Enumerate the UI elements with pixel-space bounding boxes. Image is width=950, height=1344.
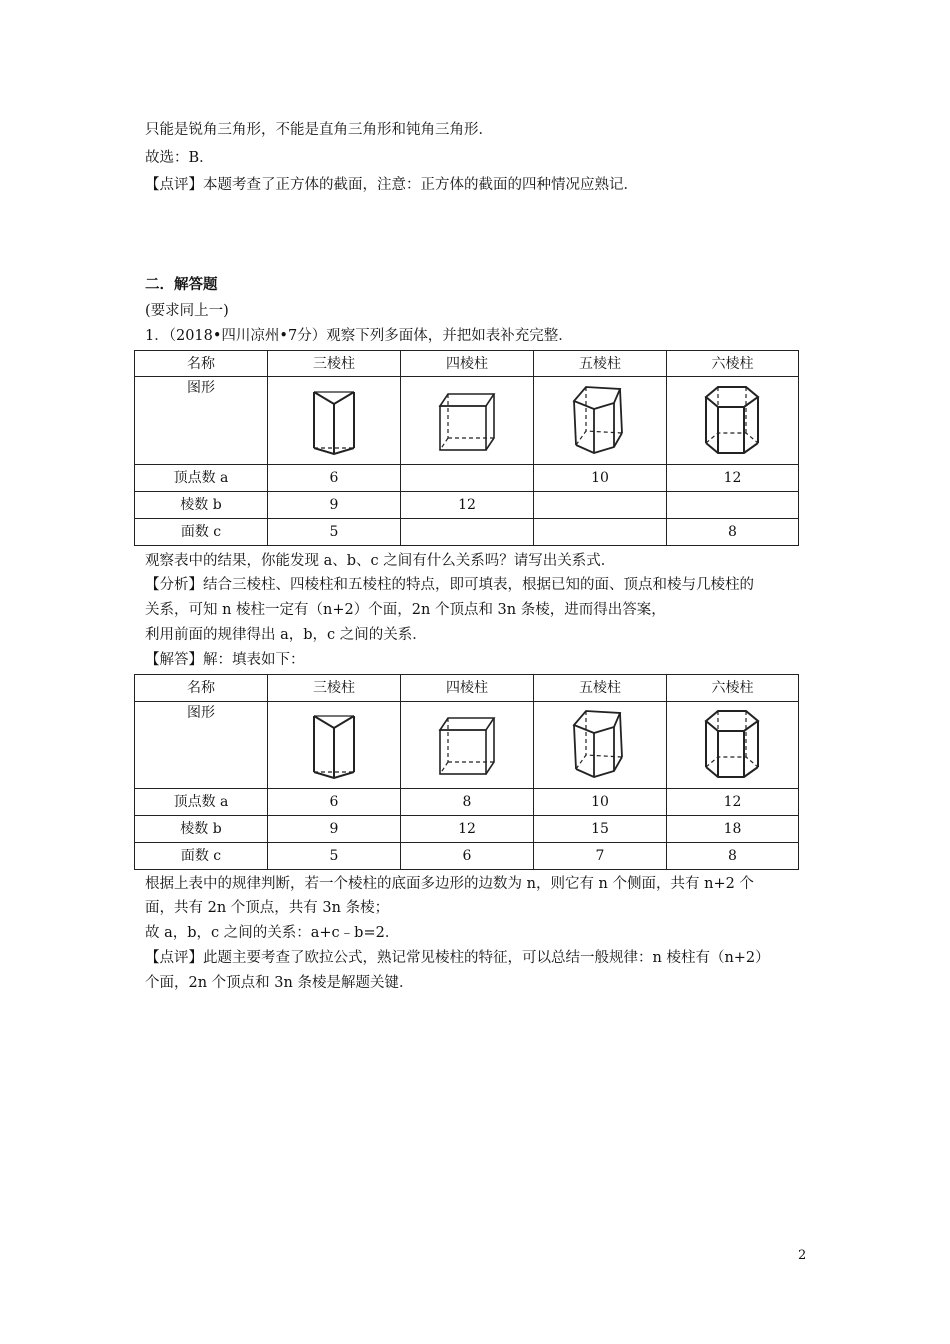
cell: 5: [268, 843, 401, 870]
cell: [534, 492, 667, 519]
hexagonal-prism-cell: [667, 377, 799, 465]
pentagonal-prism-cell: [534, 377, 667, 465]
cell: 8: [667, 843, 799, 870]
cell: 8: [401, 789, 534, 816]
row-label-faces: 面数 c: [135, 519, 268, 546]
cell: 7: [534, 843, 667, 870]
triangular-prism-cell: [268, 702, 401, 789]
comment-line-2: 个面，2n 个顶点和 3n 条棱是解题关键．: [145, 975, 414, 991]
triangular-prism-figure: [304, 382, 364, 460]
cell: [401, 519, 534, 546]
row-label-vertices: 顶点数 a: [135, 465, 268, 492]
cell: 10: [534, 789, 667, 816]
cell: [401, 465, 534, 492]
cell: 9: [268, 492, 401, 519]
header-triangular-prism: 三棱柱: [268, 675, 401, 702]
conclusion-line-2: 面，共有 2n 个顶点，共有 3n 条棱；: [145, 900, 390, 916]
header-name: 名称: [135, 675, 268, 702]
analysis-line-3: 利用前面的规律得出 a，b，c 之间的关系．: [145, 627, 427, 643]
header-pentagonal-prism: 五棱柱: [534, 351, 667, 377]
cell: 6: [268, 465, 401, 492]
row-label-edges: 棱数 b: [135, 816, 268, 843]
polyhedra-table-1: [134, 350, 799, 546]
square-prism-figure: [432, 710, 502, 780]
square-prism-cell: [401, 702, 534, 789]
cell: 12: [667, 789, 799, 816]
cell: 12: [401, 492, 534, 519]
header-square-prism: 四棱柱: [401, 351, 534, 377]
cell: 8: [667, 519, 799, 546]
pentagonal-prism-figure: [568, 383, 632, 459]
analysis-line-1: 【分析】结合三棱柱、四棱柱和五棱柱的特点，即可填表，根据已知的面、顶点和棱与几棱柱的: [145, 577, 754, 593]
cell: 15: [534, 816, 667, 843]
hexagonal-prism-cell: [667, 702, 799, 789]
hexagonal-prism-figure: [700, 705, 766, 785]
cell: [534, 519, 667, 546]
answer-intro: 【解答】解：填表如下：: [145, 652, 305, 668]
after-table-text: 观察表中的结果，你能发现 a、b、c 之间有什么关系吗？请写出关系式．: [145, 553, 616, 569]
text-line-2: 故选：B．: [145, 150, 214, 166]
row-label-edges: 棱数 b: [135, 492, 268, 519]
text-line-1: 只能是锐角三角形，不能是直角三角形和钝角三角形．: [145, 122, 493, 138]
row-label-vertices: 顶点数 a: [135, 789, 268, 816]
analysis-line-2: 关系，可知 n 棱柱一定有（n+2）个面，2n 个顶点和 3n 条棱，进而得出答案，: [145, 602, 666, 618]
header-name: 名称: [135, 351, 268, 377]
square-prism-figure: [432, 386, 502, 456]
page-number: 2: [798, 1248, 807, 1263]
row-label-figure: 图形: [135, 702, 268, 789]
pentagonal-prism-cell: [534, 702, 667, 789]
text-line-3: 【点评】本题考查了正方体的截面，注意：正方体的截面的四种情况应熟记．: [145, 177, 638, 193]
triangular-prism-cell: [268, 377, 401, 465]
header-pentagonal-prism: 五棱柱: [534, 675, 667, 702]
row-label-figure: 图形: [135, 377, 268, 465]
cell: [667, 492, 799, 519]
row-label-faces: 面数 c: [135, 843, 268, 870]
section-note: (要求同上一): [145, 303, 229, 319]
header-triangular-prism: 三棱柱: [268, 351, 401, 377]
triangular-prism-figure: [304, 706, 364, 784]
polyhedra-table-2: [134, 674, 799, 870]
square-prism-cell: [401, 377, 534, 465]
cell: 12: [667, 465, 799, 492]
section-title: 二．解答题: [145, 276, 218, 293]
header-hexagonal-prism: 六棱柱: [667, 675, 799, 702]
question-text: 1．（2018•四川凉州•7分）观察下列多面体，并把如表补充完整．: [145, 328, 573, 344]
cell: 6: [268, 789, 401, 816]
header-square-prism: 四棱柱: [401, 675, 534, 702]
header-hexagonal-prism: 六棱柱: [667, 351, 799, 377]
cell: 5: [268, 519, 401, 546]
conclusion-line-1: 根据上表中的规律判断，若一个棱柱的底面多边形的边数为 n，则它有 n 个侧面，共有 n+2 个: [145, 876, 754, 892]
cell: 6: [401, 843, 534, 870]
comment-line-1: 【点评】此题主要考查了欧拉公式，熟记常见棱柱的特征，可以总结一般规律：n 棱柱有（n+2）: [145, 950, 770, 966]
pentagonal-prism-figure: [568, 707, 632, 783]
cell: 18: [667, 816, 799, 843]
hexagonal-prism-figure: [700, 381, 766, 461]
cell: 10: [534, 465, 667, 492]
conclusion-line-3: 故 a，b，c 之间的关系：a+c﹣b=2．: [145, 925, 400, 941]
cell: 12: [401, 816, 534, 843]
cell: 9: [268, 816, 401, 843]
